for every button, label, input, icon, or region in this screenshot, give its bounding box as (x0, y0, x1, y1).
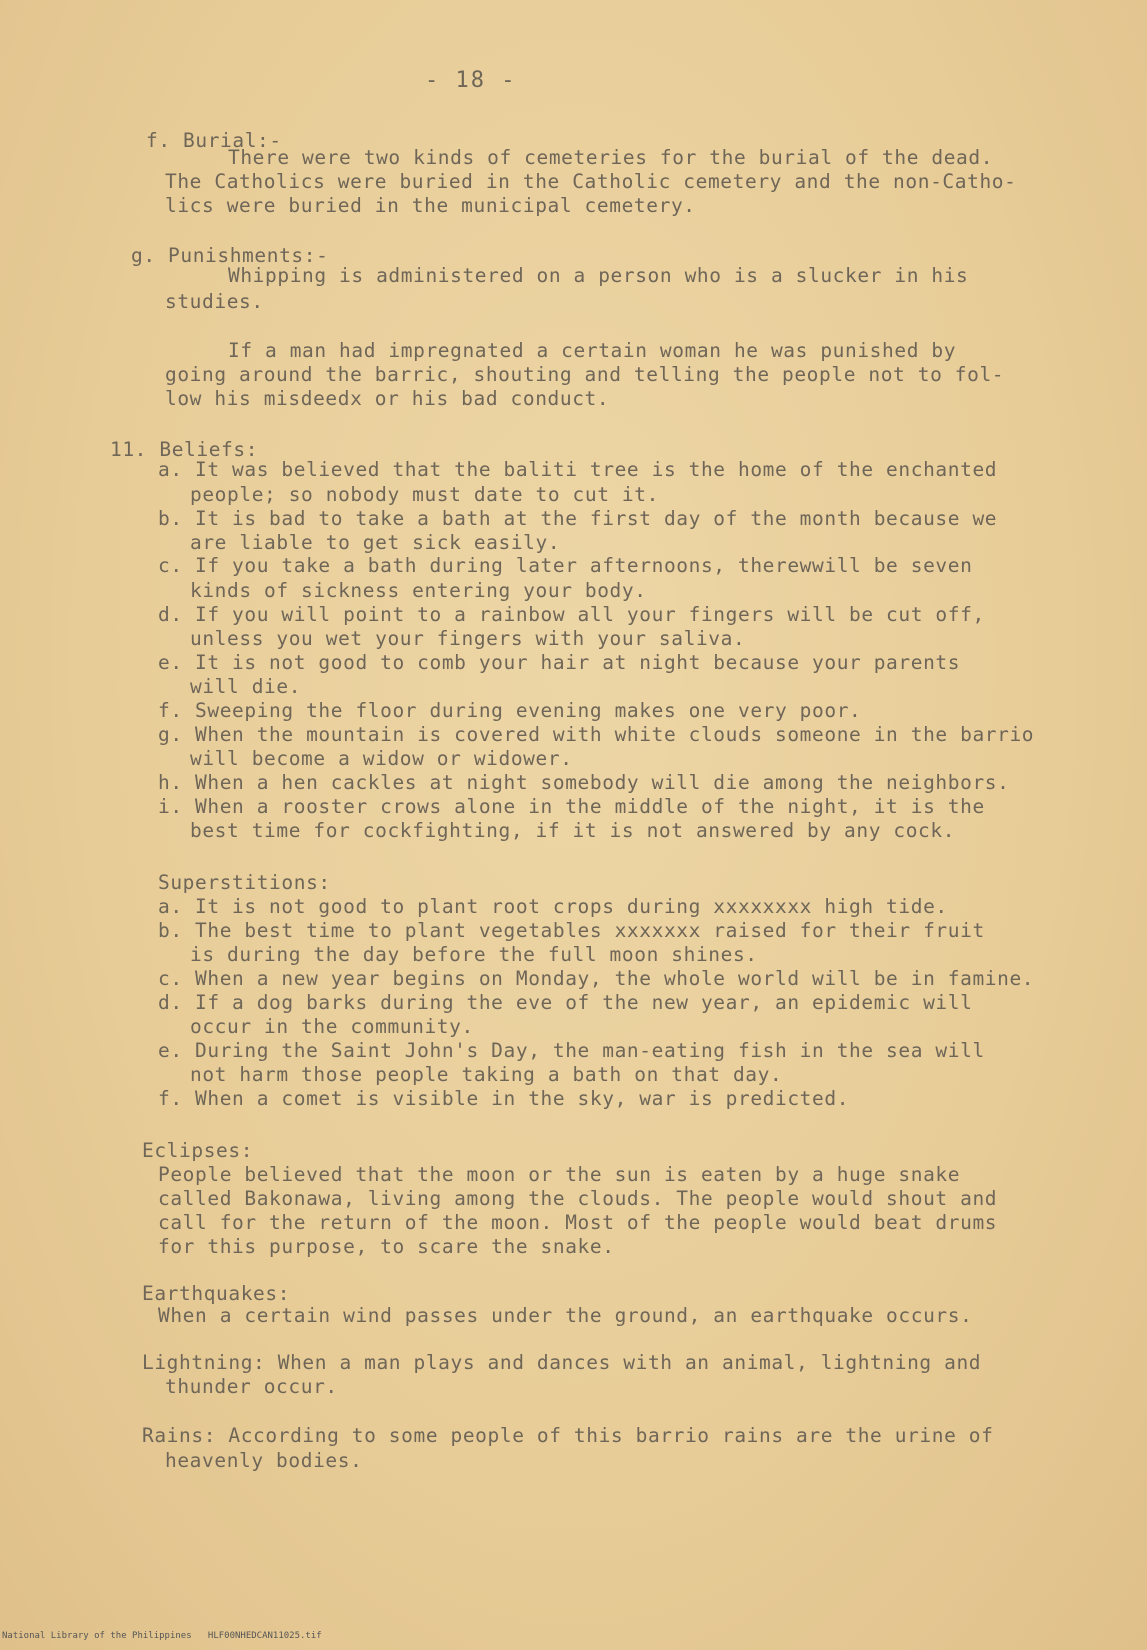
paragraph-rains: Rains: According to some people of this barrio rains are the urine of (142, 1424, 994, 1447)
text-line: called Bakonawa, living among the clouds. The people would shout and (158, 1187, 998, 1210)
belief-item: kinds of sickness entering your body. (190, 579, 647, 602)
belief-item: e. It is not good to comb your hair at night because your parents (158, 651, 961, 674)
belief-item: will die. (190, 675, 302, 698)
belief-item: c. If you take a bath during later afternoons, therewwill be seven (158, 554, 973, 577)
belief-item: a. It was believed that the baliti tree is the home of the enchanted (158, 458, 998, 481)
superstition-item: occur in the community. (190, 1015, 474, 1038)
superstition-item: d. If a dog barks during the eve of the new year, an epidemic will (158, 991, 973, 1014)
text-line: going around the barric, shouting and telling the people not to fol- (165, 363, 1005, 386)
archive-footer: National Library of the Philippines HLF00NHEDCAN11025.tif (2, 1631, 322, 1641)
belief-item: best time for cockfighting, if it is not answered by any cock. (190, 819, 956, 842)
belief-item: g. When the mountain is covered with white clouds someone in the barrio (158, 723, 1035, 746)
section-heading-beliefs: 11. Beliefs: (110, 438, 259, 461)
page-number: - 18 - (425, 68, 517, 93)
text-line: lics were buried in the municipal cemetery. (165, 194, 696, 217)
text-line: The Catholics were buried in the Catholic cemetery and the non-Catho- (165, 170, 1017, 193)
superstition-item: not harm those people taking a bath on that day. (190, 1063, 783, 1086)
section-heading-earthquakes: Earthquakes: (142, 1282, 291, 1305)
text-line: studies. (165, 290, 264, 313)
superstition-item: a. It is not good to plant root crops during xxxxxxxx high tide. (158, 895, 948, 918)
text-line: Whipping is administered on a person who is a slucker in his (228, 264, 969, 287)
text-line: If a man had impregnated a certain woman he was punished by (228, 339, 957, 362)
superstition-item: c. When a new year begins on Monday, the whole world will be in famine. (158, 967, 1035, 990)
text-line: call for the return of the moon. Most of the people would beat drums (158, 1211, 998, 1234)
superstition-item: b. The best time to plant vegetables xxxxxxx raised for their fruit (158, 919, 985, 942)
text-line: thunder occur. (165, 1375, 338, 1398)
section-heading-burial: f. Burial:- (146, 129, 282, 152)
superstition-item: f. When a comet is visible in the sky, war is predicted. (158, 1087, 850, 1110)
belief-item: people; so nobody must date to cut it. (190, 483, 659, 506)
belief-item: f. Sweeping the floor during evening makes one very poor. (158, 699, 862, 722)
section-heading-punishments: g. Punishments:- (131, 244, 329, 267)
text-line: When a certain wind passes under the ground, an earthquake occurs. (158, 1304, 973, 1327)
text-line: heavenly bodies. (165, 1449, 363, 1472)
section-heading-eclipses: Eclipses: (142, 1139, 254, 1162)
superstition-item: is during the day before the full moon shines. (190, 943, 758, 966)
belief-item: are liable to get sick easily. (190, 531, 561, 554)
belief-item: unless you wet your fingers with your saliva. (190, 627, 746, 650)
belief-item: d. If you will point to a rainbow all your fingers will be cut off, (158, 603, 985, 626)
superstition-item: e. During the Saint John's Day, the man-eating fish in the sea will (158, 1039, 985, 1062)
text-line: for this purpose, to scare the snake. (158, 1235, 615, 1258)
belief-item: b. It is bad to take a bath at the first day of the month because we (158, 507, 998, 530)
paragraph-lightning: Lightning: When a man plays and dances with an animal, lightning and (142, 1351, 982, 1374)
belief-item: h. When a hen cackles at night somebody will die among the neighbors. (158, 771, 1010, 794)
text-line: low his misdeedx or his bad conduct. (165, 387, 610, 410)
text-line: There were two kinds of cemeteries for the burial of the dead. (228, 146, 994, 169)
section-heading-superstitions: Superstitions: (158, 871, 331, 894)
belief-item: i. When a rooster crows alone in the middle of the night, it is the (158, 795, 985, 818)
belief-item: will become a widow or widower. (190, 747, 573, 770)
text-line: People believed that the moon or the sun is eaten by a huge snake (158, 1163, 961, 1186)
